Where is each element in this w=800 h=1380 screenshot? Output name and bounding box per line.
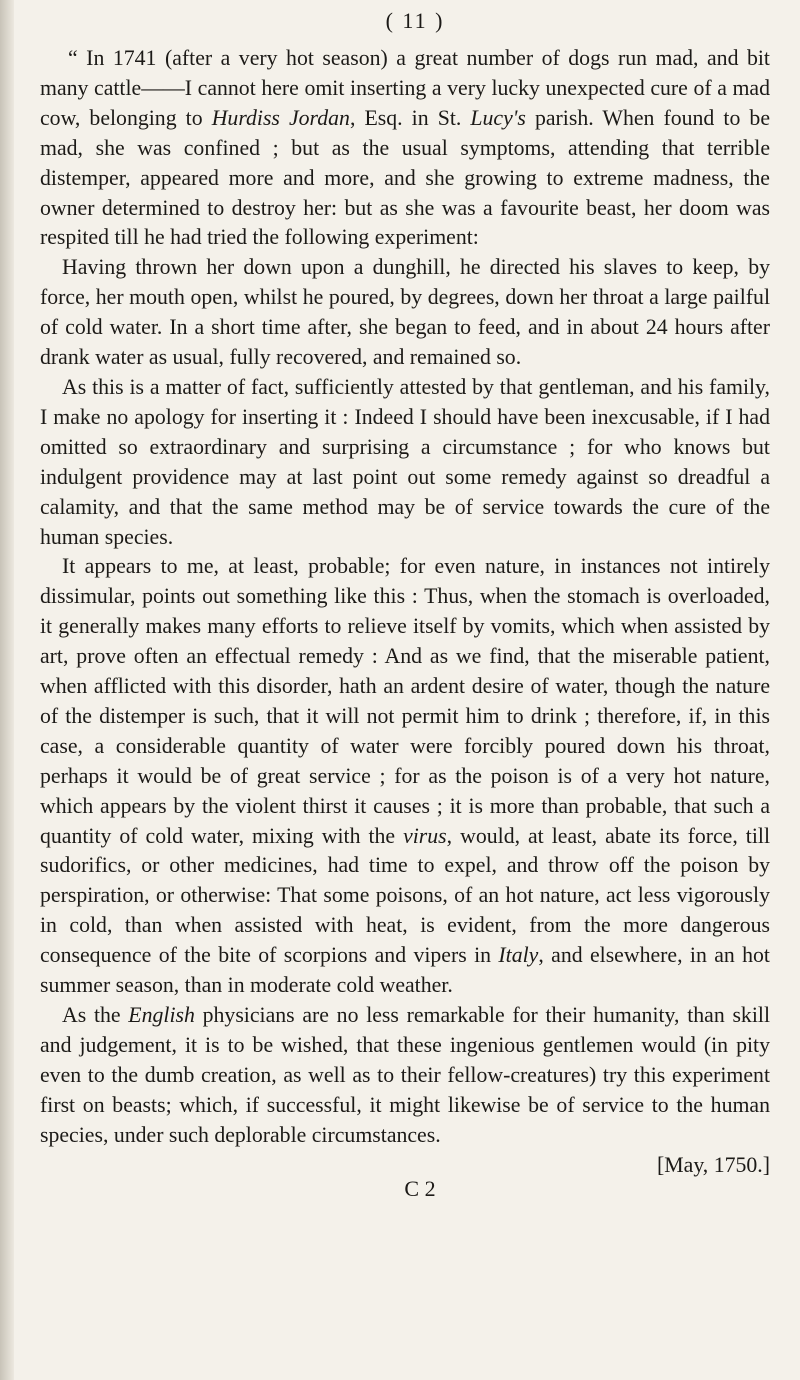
italic-text: Hurdiss Jordan — [211, 105, 350, 130]
paragraph-p3 — [40, 373, 770, 552]
text-run: It appears to me, at least, probable; for even nature, in instances not intirely dissimular, points out something like this : Thus, when the stomach is overloaded, it generally makes many efforts to relieve itself by vomits, which when assisted by art, prove often an effectual remedy : And as we find, that the miserable patient, when afflicted with this disorder, hath an ardent desire of water, though the nature of the distemper is such, that it will not permit him to drink ; therefore, if, in this case, a considerable quantity of water were forcibly poured down his throat, perhaps it would be of great service ; for as the poison is of a very hot nature, which appears by the violent thirst it causes ; it is more than probable, that such a quantity of cold water, mixing with the — [40, 554, 770, 848]
text-run: , Esq. in St. — [349, 105, 471, 130]
text-run: As the — [62, 1003, 129, 1027]
page-binding-edge — [0, 0, 14, 1380]
text-run: parish. When found to be mad, she was confined ; but as the usual symptoms, attending that terrible distemper, appeared more and more, and she growing to extreme madness, the owner determined to destroy her: but as she was a favourite beast, her doom was respited till he had tried the following experiment: — [40, 105, 770, 250]
paragraph-p5 — [40, 1001, 770, 1151]
italic-text: English — [128, 1003, 195, 1027]
body-text — [40, 44, 770, 1151]
text-run: , and elsewhere, in an hot summer season, than in moderate cold weather. — [40, 943, 770, 998]
italic-text: Lucy's — [470, 105, 526, 130]
italic-text: Italy — [498, 943, 539, 968]
italic-text: virus — [403, 823, 447, 848]
paragraph-p2 — [40, 253, 770, 373]
text-run: Having thrown her down upon a dunghill, he directed his slaves to keep, by force, her mouth open, whilst he poured, by degrees, down her throat a large pailful of cold water. In a short time after, she began to feed, and in about 24 hours after drank water as usual, fully recovered, and remained so. — [40, 255, 770, 370]
text-run: physicians are no less remarkable for their humanity, than skill and judgement, it is to be wished, that these ingenious gentlemen would (in pity even to the dumb creation, as well as to their fellow-creatures) try this experiment first on beasts; which, if successful, it might likewise be of service to the human species, under such deplorable circumstances. — [40, 1003, 770, 1147]
date-note: [May, 1750.] — [657, 1152, 770, 1177]
paragraph-p4 — [40, 552, 770, 1001]
page-number-header: ( 11 ) — [385, 8, 445, 33]
book-page — [40, 8, 770, 1202]
signature-mark: C 2 — [404, 1176, 436, 1202]
paragraph-p1 — [40, 44, 770, 253]
text-run: , would, at least, abate its force, till sudorifics, or other medicines, had time to expel, and throw off the poison by perspiration, or otherwise: That some poisons, of an hot nature, act less vigorously in cold, than when assisted with heat, is evident, from the more dangerous consequence of the bite of scorpions and vipers in — [40, 823, 771, 968]
text-run: “ In 1741 (after a very hot season) a great number of dogs run mad, and bit many cattle——I cannot here omit inserting a very lucky unexpected cure of a mad cow, belonging to — [40, 46, 770, 130]
text-run: As this is a matter of fact, sufficiently attested by that gentleman, and his family, I make no apology for inserting it : Indeed I should have been inexcusable, if I had omitted so extraordinary and surprising a circumstance ; for who knows but indulgent providence may at last point out some remedy against so dreadful a calamity, and that the same method may be of service towards the cure of the human species. — [40, 374, 770, 549]
